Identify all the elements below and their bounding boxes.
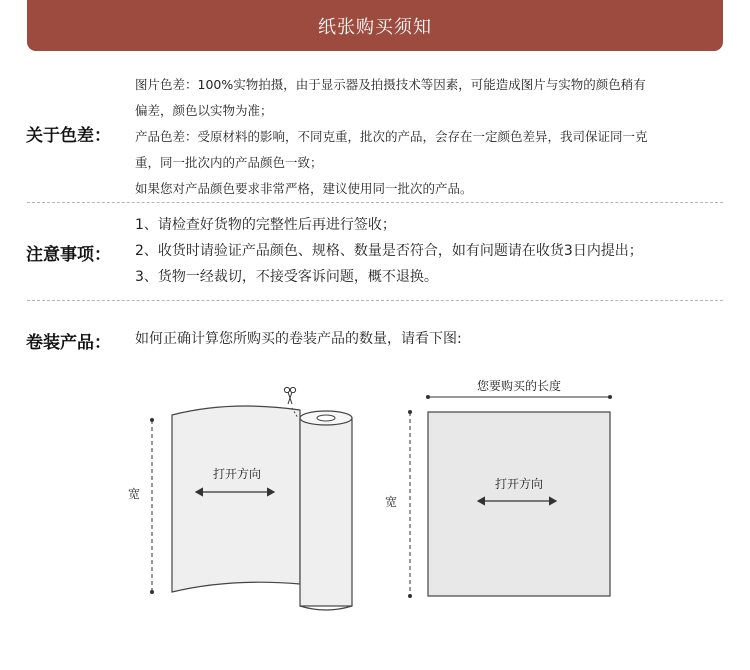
sheet-length-label: 您要购买的长度 <box>476 379 562 393</box>
scissors-icon <box>284 387 295 404</box>
unrolled-sheet <box>172 406 300 592</box>
color-diff-line: 如果您对产品颜色要求非常严格，建议使用同一批次的产品。 <box>135 181 473 196</box>
dimension-dot <box>408 594 412 598</box>
color-diff-line: 重，同一批次内的产品颜色一致； <box>135 155 323 170</box>
color-diff-label: 关于色差： <box>26 126 111 146</box>
roll-label: 卷装产品： <box>26 333 111 353</box>
roll-cylinder <box>300 418 352 606</box>
sheet-width-label: 宽 <box>384 495 398 509</box>
dimension-dot <box>150 590 154 594</box>
roll-intro: 如何正确计算您所购买的卷装产品的数量，请看下图: <box>135 331 462 347</box>
notice-line: 3、货物一经裁切，不接受客诉问题，概不退换。 <box>135 269 438 285</box>
roll-width-label: 宽 <box>127 487 141 501</box>
notice-label: 注意事项： <box>26 245 111 265</box>
sheet-direction-label: 打开方向 <box>494 477 544 491</box>
color-diff-line: 产品色差：受原材料的影响，不同克重，批次的产品，会存在一定颜色差异，我司保证同一克 <box>135 129 648 144</box>
notice-line: 1、请检查好货物的完整性后再进行签收； <box>135 217 396 233</box>
dimension-dot <box>408 410 412 414</box>
roll-direction-label: 打开方向 <box>212 467 262 481</box>
color-diff-line: 图片色差：100%实物拍摄，由于显示器及拍摄技术等因素，可能造成图片与实物的颜色稍有 <box>135 77 646 92</box>
dimension-dot <box>150 418 154 422</box>
dimension-dot <box>426 395 430 399</box>
color-diff-line: 偏差，颜色以实物为准； <box>135 103 273 118</box>
notice-line: 2、收货时请验证产品颜色、规格、数量是否符合，如有问题请在收货3日内提出； <box>135 243 643 259</box>
banner-title: 纸张购买须知 <box>318 16 432 38</box>
roll-core <box>317 415 335 421</box>
flat-sheet <box>428 412 610 596</box>
roll-illustration <box>172 406 352 610</box>
dimension-dot <box>608 395 612 399</box>
